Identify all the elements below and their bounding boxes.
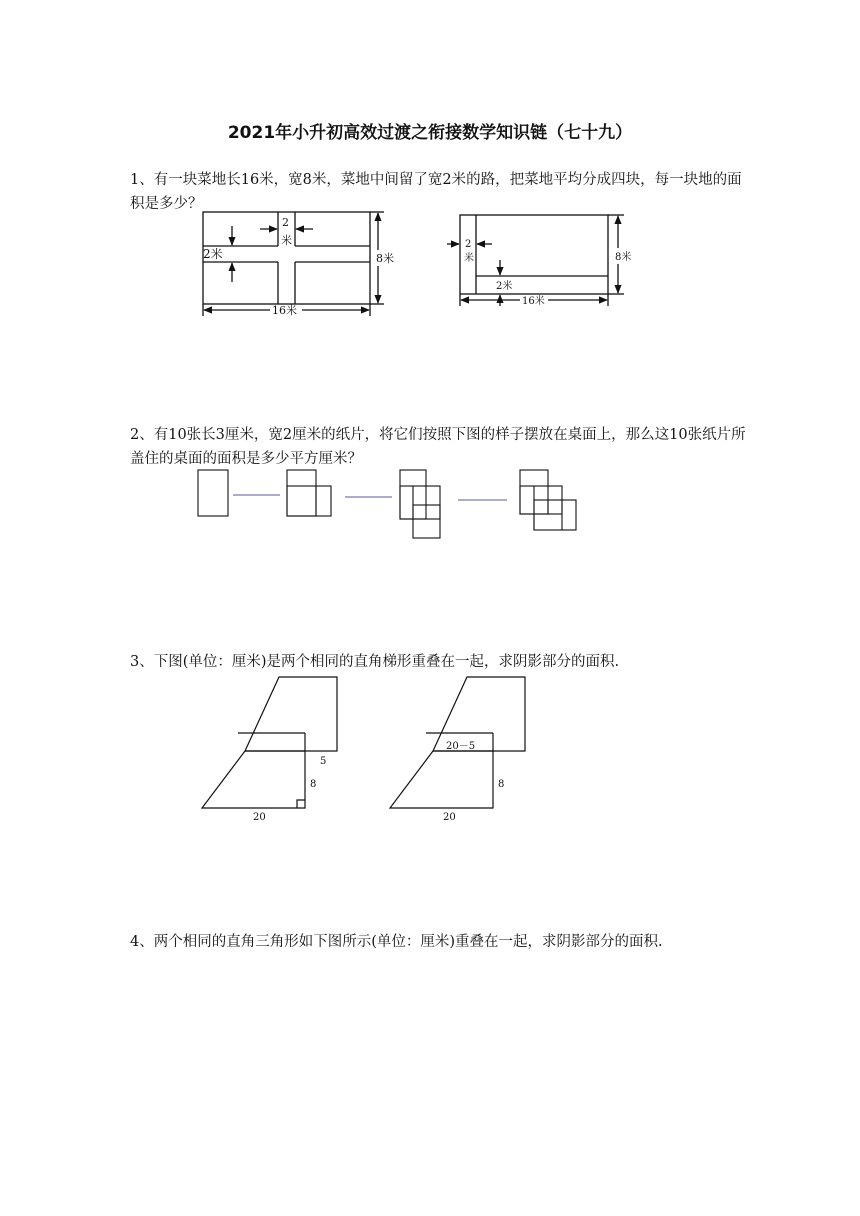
fig1-right-width-label: 8米 xyxy=(615,252,632,263)
fig3-left-label-20: 20 xyxy=(253,812,266,823)
fig1-left-width-label: 8米 xyxy=(376,252,394,265)
fig1-left-length-label: 16米 xyxy=(272,304,297,317)
fig2-paper-sequence xyxy=(198,470,576,538)
fig1-right-bottom-road-label: 2米 xyxy=(496,281,513,292)
fig1-right-road-width-unit: 米 xyxy=(464,253,474,264)
fig3-right-label-8: 8 xyxy=(498,779,505,790)
fig1-right-length-label: 16米 xyxy=(522,296,545,307)
fig3-left-label-5: 5 xyxy=(320,756,327,767)
fig1-left-road-width-unit: 米 xyxy=(281,234,292,247)
fig1-left-road-width-label: 2米 xyxy=(203,247,223,261)
fig3-right-label-diff: 20－5 xyxy=(446,741,476,752)
question-3: 3、下图(单位：厘米)是两个相同的直角梯形重叠在一起，求阴影部分的面积. xyxy=(130,654,620,670)
fig3-left-trapezoids-diagram xyxy=(202,677,337,808)
fig1-left-road-width-digit: 2 xyxy=(282,216,289,229)
fig3-right-label-20: 20 xyxy=(443,812,456,823)
question-2: 2、有10张长3厘米，宽2厘米的纸片，将它们按照下图的样子摆放在桌面上，那么这10张纸片所盖住的桌面的面积是多少平方厘米？ xyxy=(130,427,746,467)
question-1: 1、有一块菜地长16米，宽8米，菜地中间留了宽2米的路，把菜地平均分成四块，每一块地的面积是多少？ xyxy=(130,172,742,212)
fig1-right-road-width-digit: 2 xyxy=(465,239,472,250)
page-title: 2021年小升初高效过渡之衔接数学知识链（七十九） xyxy=(227,123,633,143)
fig1-left-field-diagram xyxy=(203,212,384,316)
question-4: 4、两个相同的直角三角形如下图所示(单位：厘米)重叠在一起，求阴影部分的面积. xyxy=(130,934,663,950)
fig3-left-label-8: 8 xyxy=(310,779,317,790)
